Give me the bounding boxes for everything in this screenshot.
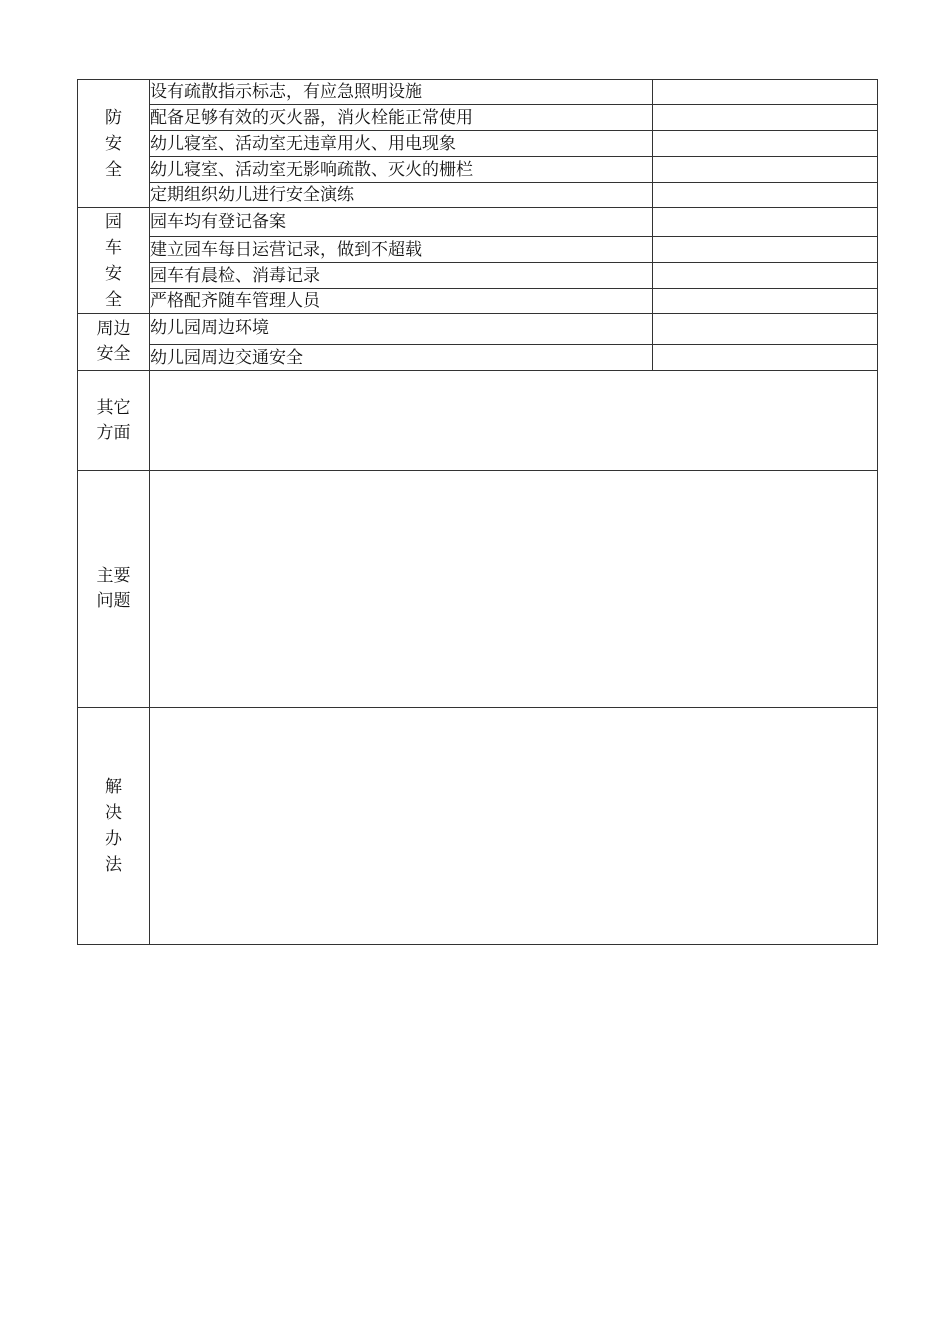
category-cell-solutions — [78, 708, 150, 945]
safety-inspection-table — [77, 79, 878, 945]
category-label-line1: 其它 — [96, 397, 131, 418]
table-row — [78, 237, 878, 263]
result-cell[interactable] — [653, 289, 878, 314]
table-row — [78, 80, 878, 105]
category-label-line2: 问题 — [96, 591, 131, 611]
category-label: 解决办法 — [105, 777, 122, 875]
table-row — [78, 263, 878, 289]
category-label: 园车安全 — [105, 211, 122, 310]
item-cell: 幼儿园周边环境 — [150, 314, 653, 345]
table-row — [78, 289, 878, 314]
result-cell[interactable] — [653, 183, 878, 208]
item-cell: 定期组织幼儿进行安全演练 — [150, 183, 653, 208]
table-row — [78, 345, 878, 371]
result-cell[interactable] — [653, 208, 878, 237]
table-row — [78, 314, 878, 345]
table-row — [78, 157, 878, 183]
table-row — [78, 708, 878, 945]
table-row — [78, 183, 878, 208]
result-cell[interactable] — [653, 314, 878, 345]
category-label-line1: 周边 — [96, 319, 131, 339]
table-row — [78, 371, 878, 471]
category-label — [97, 564, 131, 614]
item-cell: 园车有晨检、消毒记录 — [150, 263, 653, 289]
result-cell[interactable] — [653, 345, 878, 371]
category-cell-other — [78, 371, 150, 471]
table-row — [78, 131, 878, 157]
category-cell-fire-safety — [78, 80, 150, 208]
category-cell-school-bus-safety — [78, 208, 150, 314]
table-row — [78, 105, 878, 131]
item-cell: 幼儿寝室、活动室无违章用火、用电现象 — [150, 131, 653, 157]
result-cell[interactable] — [653, 105, 878, 131]
category-cell-surroundings-safety — [78, 314, 150, 371]
category-cell-main-problems — [78, 471, 150, 708]
item-cell: 建立园车每日运营记录，做到不超载 — [150, 237, 653, 263]
result-cell[interactable] — [653, 237, 878, 263]
other-content-cell[interactable] — [150, 371, 878, 471]
item-cell: 配备足够有效的灭火器，消火栓能正常使用 — [150, 105, 653, 131]
item-cell: 幼儿园周边交通安全 — [150, 345, 653, 371]
item-cell: 园车均有登记备案 — [150, 208, 653, 237]
table-row — [78, 208, 878, 237]
result-cell[interactable] — [653, 263, 878, 289]
table-row — [78, 471, 878, 708]
item-cell: 幼儿寝室、活动室无影响疏散、灭火的栅栏 — [150, 157, 653, 183]
solutions-content-cell[interactable] — [150, 708, 878, 945]
category-label-line2: 方面 — [96, 422, 131, 443]
category-label-line2: 安全 — [96, 344, 131, 364]
result-cell[interactable] — [653, 157, 878, 183]
problems-content-cell[interactable] — [150, 471, 878, 708]
category-label: 防安全 — [105, 107, 122, 180]
category-label-line1: 主要 — [96, 566, 131, 586]
category-label — [97, 317, 131, 367]
result-cell[interactable] — [653, 131, 878, 157]
result-cell[interactable] — [653, 80, 878, 105]
category-label — [97, 396, 131, 446]
item-cell: 严格配齐随车管理人员 — [150, 289, 653, 314]
item-cell: 设有疏散指示标志，有应急照明设施 — [150, 80, 653, 105]
